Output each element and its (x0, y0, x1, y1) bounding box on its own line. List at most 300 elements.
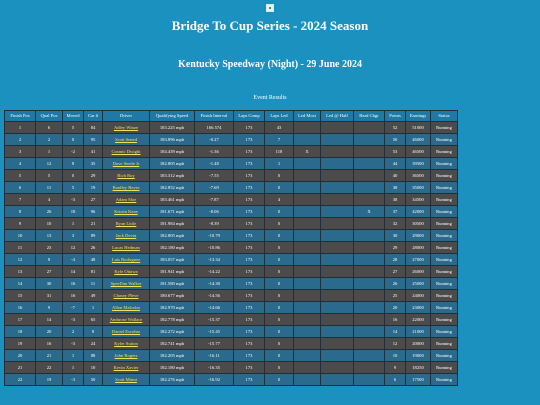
table-cell: 173 (234, 230, 264, 241)
table-cell: 21000 (406, 326, 430, 337)
table-cell: -1.36 (195, 146, 233, 157)
table-cell: 38 (385, 194, 405, 205)
table-cell: 22000 (406, 314, 430, 325)
table-cell (294, 338, 320, 349)
table-cell: 173 (234, 350, 264, 361)
column-header: Status (431, 111, 457, 121)
table-cell: Running (431, 338, 457, 349)
table-row (5, 302, 457, 313)
table-cell: 10 (5, 230, 35, 241)
table-cell: 173 (234, 206, 264, 217)
table-cell: -10.86 (195, 242, 233, 253)
driver-cell (103, 242, 149, 253)
table-cell (354, 266, 384, 277)
table-cell: 9 (385, 362, 405, 373)
table-cell: 16 (63, 278, 83, 289)
table-cell: 0 (265, 350, 293, 361)
table-cell: Running (431, 350, 457, 361)
table-cell: -7 (63, 302, 83, 313)
table-cell (321, 266, 353, 277)
table-cell: -7.87 (195, 194, 233, 205)
driver-cell (103, 326, 149, 337)
table-cell: 39500 (406, 158, 430, 169)
driver-link[interactable]: Luis Rodriguez (111, 256, 141, 262)
table-cell: 180.677 mph (150, 290, 194, 301)
table-cell: -15.37 (195, 314, 233, 325)
table-cell (354, 122, 384, 133)
table-cell (321, 122, 353, 133)
table-cell: 173 (234, 122, 264, 133)
table-cell: 50 (84, 374, 102, 385)
table-cell: 173 (234, 362, 264, 373)
column-header: Qual Pos (36, 111, 62, 121)
table-cell: 173 (234, 302, 264, 313)
driver-link[interactable]: Ambrose Wallace (109, 316, 143, 322)
column-header: Moved (63, 111, 83, 121)
table-cell: -3 (63, 194, 83, 205)
table-cell: Running (431, 362, 457, 373)
column-header: Led Most (294, 111, 320, 121)
table-cell: 5 (63, 182, 83, 193)
column-header: Finish Pos (5, 111, 35, 121)
table-cell: 2 (5, 134, 35, 145)
table-cell: 13 (36, 230, 62, 241)
table-cell (354, 182, 384, 193)
table-cell: 184.439 mph (150, 146, 194, 157)
table-cell: 31 (36, 290, 62, 301)
table-cell (321, 182, 353, 193)
table-cell: Running (431, 146, 457, 157)
table-cell: 19 (84, 182, 102, 193)
table-cell: 16 (36, 338, 62, 349)
table-cell: 182.741 mph (150, 338, 194, 349)
driver-cell (103, 170, 149, 181)
table-cell: 27 (385, 266, 405, 277)
table-cell: Running (431, 206, 457, 217)
table-cell: 18250 (406, 362, 430, 373)
table-cell (294, 350, 320, 361)
table-cell (321, 194, 353, 205)
table-cell: 173 (234, 266, 264, 277)
driver-link[interactable]: John Rogers (114, 352, 138, 358)
table-cell (321, 326, 353, 337)
event-subtitle: Kentucky Speedway (Night) - 29 June 2024 (178, 59, 362, 70)
table-row (5, 230, 457, 241)
driver-link[interactable]: Cosmic Dwight (111, 148, 141, 154)
table-cell (294, 218, 320, 229)
table-cell (354, 242, 384, 253)
table-cell (294, 158, 320, 169)
table-cell (294, 266, 320, 277)
table-cell: 10 (385, 350, 405, 361)
table-cell: 29 (84, 170, 102, 181)
table-cell: 22 (36, 362, 62, 373)
table-cell: 182.272 mph (150, 326, 194, 337)
table-cell: 7 (265, 134, 293, 145)
table-cell (294, 206, 320, 217)
driver-cell (103, 278, 149, 289)
table-cell: Running (431, 302, 457, 313)
table-cell: 183.312 mph (150, 170, 194, 181)
column-header: Led @ Half (321, 111, 353, 121)
table-cell: -16.35 (195, 362, 233, 373)
table-cell: 0 (265, 314, 293, 325)
table-cell: 0 (265, 326, 293, 337)
table-cell (354, 350, 384, 361)
table-cell: 4 (36, 194, 62, 205)
driver-cell (103, 290, 149, 301)
table-cell: 3 (63, 230, 83, 241)
table-cell: 5 (36, 170, 62, 181)
table-cell: -8.39 (195, 218, 233, 229)
column-header: Points (385, 111, 405, 121)
table-cell: -7.55 (195, 170, 233, 181)
driver-link[interactable]: Scott Minni (115, 376, 137, 382)
column-header: Driver (103, 111, 149, 121)
table-cell: 0 (265, 254, 293, 265)
table-cell (294, 314, 320, 325)
table-cell: 182.970 mph (150, 302, 194, 313)
table-cell (321, 302, 353, 313)
table-cell (294, 374, 320, 385)
table-cell: 21 (84, 218, 102, 229)
driver-link[interactable]: SpeeDan Walker (110, 280, 142, 286)
table-cell: 12 (36, 158, 62, 169)
table-cell: 35000 (406, 182, 430, 193)
table-cell (354, 338, 384, 349)
table-cell (294, 134, 320, 145)
table-cell: 25 (385, 290, 405, 301)
table-cell: 173 (234, 218, 264, 229)
table-cell: 10 (36, 218, 62, 229)
table-cell: 26 (84, 242, 102, 253)
table-cell: 0 (265, 170, 293, 181)
table-cell: -10.79 (195, 230, 233, 241)
table-cell: -14.56 (195, 290, 233, 301)
table-cell: 27 (36, 266, 62, 277)
table-cell (354, 146, 384, 157)
table-row (5, 338, 457, 349)
table-cell: 22 (5, 374, 35, 385)
table-cell: 96 (84, 206, 102, 217)
table-cell: -16.11 (195, 350, 233, 361)
table-cell: 17500 (406, 374, 430, 385)
table-cell: 182.778 mph (150, 314, 194, 325)
table-cell: 183.461 mph (150, 194, 194, 205)
table-cell (321, 278, 353, 289)
table-cell (354, 134, 384, 145)
table-cell: 7 (5, 194, 35, 205)
table-cell: 1 (63, 218, 83, 229)
table-cell: 12 (5, 254, 35, 265)
table-cell: 6 (5, 182, 35, 193)
table-cell: 25000 (406, 278, 430, 289)
table-cell (294, 242, 320, 253)
table-cell: 30 (385, 230, 405, 241)
table-cell (321, 242, 353, 253)
table-cell: 50 (385, 134, 405, 145)
table-cell: Running (431, 158, 457, 169)
table-cell (294, 290, 320, 301)
column-header: Earnings (406, 111, 430, 121)
table-cell: 3 (5, 146, 35, 157)
table-cell (354, 302, 384, 313)
table-cell: -4 (63, 254, 83, 265)
table-row (5, 122, 457, 133)
table-cell: 36500 (406, 170, 430, 181)
table-cell: 10 (84, 362, 102, 373)
driver-link[interactable]: Chasey Pleve (113, 292, 139, 298)
table-cell: 26000 (406, 266, 430, 277)
table-cell: -14.66 (195, 302, 233, 313)
table-cell: 28000 (406, 242, 430, 253)
driver-link[interactable]: Rich Roy (117, 172, 135, 178)
table-cell: 12 (385, 338, 405, 349)
results-table (4, 110, 458, 386)
table-cell: 30500 (406, 218, 430, 229)
table-cell: Running (431, 194, 457, 205)
table-cell (321, 338, 353, 349)
table-cell: 20 (36, 326, 62, 337)
table-cell: 173 (234, 278, 264, 289)
table-cell (321, 206, 353, 217)
table-cell: 183.057 mph (150, 254, 194, 265)
table-cell: Running (431, 326, 457, 337)
column-header: Qualifying Speed (150, 111, 194, 121)
table-cell (294, 182, 320, 193)
driver-link[interactable]: Kyler Sutton (114, 340, 138, 346)
table-cell (354, 374, 384, 385)
table-cell: X (294, 146, 320, 157)
table-cell: Running (431, 254, 457, 265)
table-cell: 0 (265, 182, 293, 193)
driver-link[interactable]: Kyle Ottawa (114, 268, 138, 274)
table-row (5, 290, 457, 301)
column-header: Car # (84, 111, 102, 121)
page-title: Bridge To Cup Series - 2024 Season (171, 18, 369, 33)
table-cell: 173 (234, 158, 264, 169)
table-cell: 24000 (406, 290, 430, 301)
table-cell: 18 (5, 326, 35, 337)
table-cell: 32 (385, 218, 405, 229)
table-cell: 173 (234, 374, 264, 385)
table-cell: 0 (265, 374, 293, 385)
table-cell: 81 (84, 266, 102, 277)
driver-link[interactable]: Bradley Reyes (112, 184, 140, 190)
table-cell: 43 (265, 122, 293, 133)
table-cell: 8 (36, 254, 62, 265)
table-cell: 1 (265, 158, 293, 169)
table-cell: 173 (234, 182, 264, 193)
table-cell (354, 278, 384, 289)
table-cell: -14.30 (195, 278, 233, 289)
table-cell: 23 (36, 242, 62, 253)
table-cell: 8 (84, 326, 102, 337)
table-cell: 0 (63, 134, 83, 145)
table-cell (321, 134, 353, 145)
table-cell (294, 302, 320, 313)
table-cell (294, 122, 320, 133)
table-cell: 19000 (406, 350, 430, 361)
table-cell: Running (431, 122, 457, 133)
driver-link[interactable]: Kristin Kane (114, 208, 138, 214)
table-cell: 51000 (406, 122, 430, 133)
table-cell: 14 (5, 278, 35, 289)
table-row (5, 182, 457, 193)
table-cell: 34500 (406, 194, 430, 205)
driver-cell (103, 230, 149, 241)
table-cell: 28 (385, 254, 405, 265)
driver-cell (103, 218, 149, 229)
driver-link[interactable]: Scott Sneed (115, 136, 137, 142)
table-cell: Running (431, 374, 457, 385)
table-cell: 173 (234, 326, 264, 337)
table-cell: 0 (265, 242, 293, 253)
column-header: Laps Led (265, 111, 293, 121)
table-cell: Running (431, 218, 457, 229)
table-cell: 183.225 mph (150, 122, 194, 133)
table-cell: 18 (63, 206, 83, 217)
table-cell: 11 (36, 182, 62, 193)
table-cell: 40 (385, 170, 405, 181)
table-row (5, 134, 457, 145)
table-cell: Running (431, 242, 457, 253)
table-cell: 0 (265, 218, 293, 229)
results-body (5, 122, 457, 385)
table-cell: 44 (385, 158, 405, 169)
table-row (5, 374, 457, 385)
table-cell (294, 362, 320, 373)
driver-link[interactable]: Dave Steele Jr (112, 160, 140, 166)
table-cell: 0 (265, 338, 293, 349)
table-cell: 12 (63, 242, 83, 253)
table-row (5, 146, 457, 157)
driver-link[interactable]: Allen Malcolm (112, 304, 140, 310)
table-cell: -15.45 (195, 326, 233, 337)
table-cell (354, 254, 384, 265)
table-cell: 41 (84, 146, 102, 157)
table-cell: 0 (63, 170, 83, 181)
driver-link[interactable]: Jack Devin (115, 232, 137, 238)
driver-cell (103, 206, 149, 217)
table-cell: 14 (36, 314, 62, 325)
table-cell: 5 (63, 122, 83, 133)
table-cell: 2 (63, 326, 83, 337)
table-row (5, 158, 457, 169)
table-row (5, 254, 457, 265)
table-cell: 4 (5, 158, 35, 169)
table-cell: 19 (5, 338, 35, 349)
broken-image-icon (266, 4, 274, 12)
table-cell: 5 (5, 170, 35, 181)
table-cell: 26 (385, 278, 405, 289)
table-row (5, 242, 457, 253)
driver-cell (103, 266, 149, 277)
table-cell: 182.805 mph (150, 230, 194, 241)
table-cell: 1 (84, 302, 102, 313)
table-cell: 16 (63, 290, 83, 301)
table-cell: 21 (36, 350, 62, 361)
table-row (5, 362, 457, 373)
table-cell: 24 (84, 338, 102, 349)
table-cell (354, 290, 384, 301)
table-row (5, 314, 457, 325)
table-cell: X (354, 206, 384, 217)
table-cell: 173 (234, 314, 264, 325)
table-cell (321, 314, 353, 325)
table-cell (294, 230, 320, 241)
table-cell: 0 (265, 362, 293, 373)
table-row (5, 350, 457, 361)
table-cell: 9 (36, 302, 62, 313)
table-cell: 48 (84, 254, 102, 265)
table-cell: 49 (84, 290, 102, 301)
driver-cell (103, 158, 149, 169)
table-cell (294, 194, 320, 205)
table-cell: -13.34 (195, 254, 233, 265)
table-cell: 16 (5, 302, 35, 313)
table-cell: 182.276 mph (150, 374, 194, 385)
table-cell: 1 (36, 146, 62, 157)
table-cell: 0 (265, 290, 293, 301)
table-cell: 8 (5, 206, 35, 217)
driver-cell (103, 194, 149, 205)
table-cell: 30 (36, 278, 62, 289)
table-cell (294, 254, 320, 265)
column-header: Finish Interval (195, 111, 233, 121)
table-cell: 182.852 mph (150, 182, 194, 193)
table-cell: 166.574 (195, 122, 233, 133)
table-cell: 181.941 mph (150, 266, 194, 277)
table-cell: 16 (385, 314, 405, 325)
driver-cell (103, 374, 149, 385)
table-cell: 35 (84, 158, 102, 169)
table-cell: 9 (5, 218, 35, 229)
table-cell: -0.27 (195, 134, 233, 145)
table-cell (354, 170, 384, 181)
driver-link[interactable]: Lucas Hedman (112, 244, 140, 250)
driver-link[interactable]: Ryan Little (115, 220, 137, 226)
table-row (5, 266, 457, 277)
table-cell: Running (431, 278, 457, 289)
table-cell: 0 (265, 266, 293, 277)
table-cell: Running (431, 134, 457, 145)
table-cell: 38 (385, 182, 405, 193)
table-cell: -3 (63, 374, 83, 385)
driver-link[interactable]: Kevin Xavier (113, 364, 139, 370)
table-cell: 20 (5, 350, 35, 361)
table-cell: 11 (5, 242, 35, 253)
table-cell (294, 326, 320, 337)
driver-link[interactable]: Daniel Escobar (111, 328, 141, 334)
table-cell: 29000 (406, 230, 430, 241)
driver-cell (103, 362, 149, 373)
driver-link[interactable]: Adam Sloe (115, 196, 137, 202)
driver-link[interactable]: Adley Winze (113, 124, 139, 130)
table-cell: 65 (84, 314, 102, 325)
table-cell: 23000 (406, 302, 430, 313)
driver-cell (103, 146, 149, 157)
table-row (5, 206, 457, 217)
table-cell: 181.580 mph (150, 278, 194, 289)
table-cell (354, 326, 384, 337)
table-cell: 20000 (406, 338, 430, 349)
table-cell (294, 278, 320, 289)
table-cell (354, 158, 384, 169)
table-cell: Running (431, 266, 457, 277)
table-cell: 173 (234, 338, 264, 349)
table-cell: 46500 (406, 146, 430, 157)
